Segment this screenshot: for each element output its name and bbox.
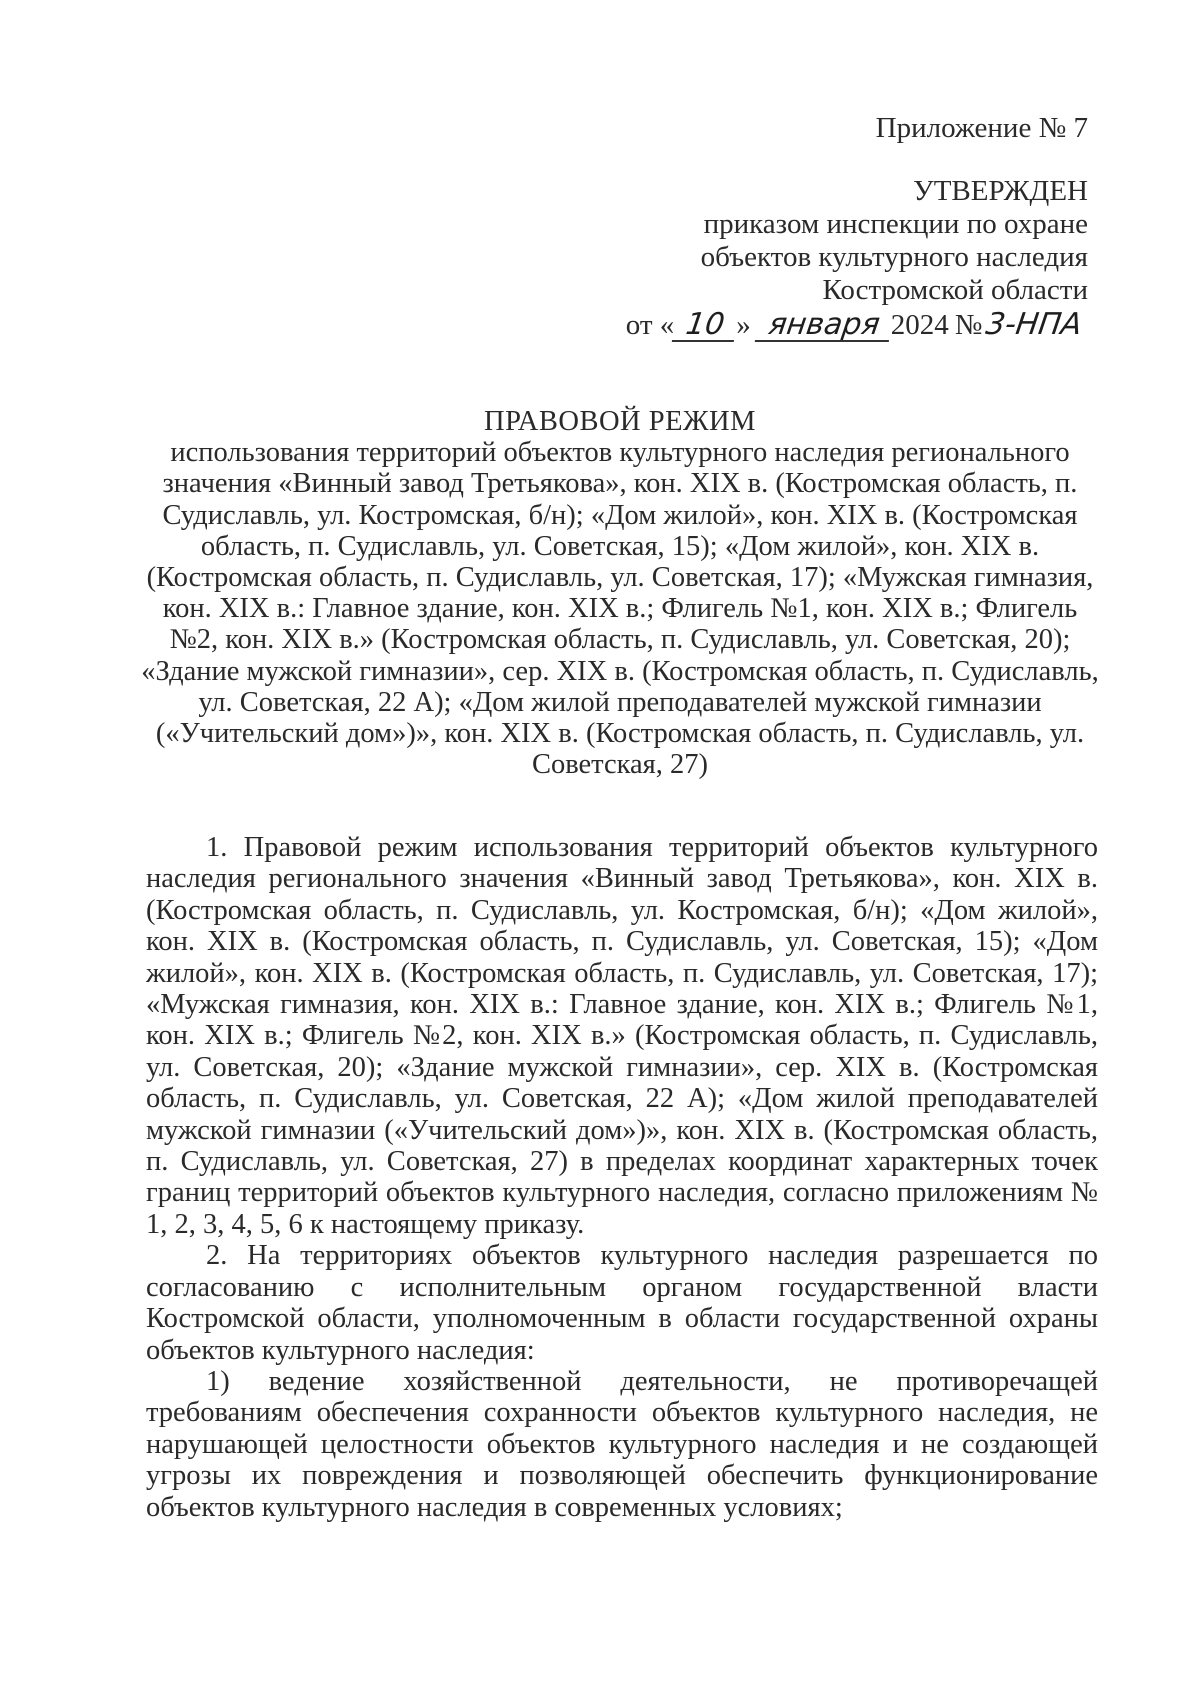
title-heading: ПРАВОВОЙ РЕЖИМ — [484, 406, 756, 437]
date-year: 2024 — [890, 309, 949, 341]
number-prefix: № — [954, 309, 983, 341]
date-prefix: от « — [625, 309, 675, 341]
title-subheading: использования территорий объектов культурного наследия регионального значения «Винный завод Третьякова», кон. XIX в. (Костромская область, п. Судиславль, ул. Костромская, б/н); «Дом жилой», кон. XIX в. (Костромская область, п. Судиславль, ул. Советская, 15); «Дом жилой», кон. XIX в. (Костромская область, п. Судиславль, ул. Советская, 17); «Мужская гимназия, кон. XIX в.: Главное здание, кон. XIX в.; Флигель №1, кон. XIX в.; Флигель №2, кон. XIX в.» (Костромская область, п. Судиславль, ул. Советская, 20); «Здание мужской гимназии», сер. XIX в. (Костромская область, п. Судиславль, ул. Советская, 22 А); «Дом жилой преподавателей мужской гимназии («Учительский дом»)», кон. XIX в. (Костромская область, п. Судиславль, ул. Советская, 27) — [141, 437, 1099, 781]
approved-label: УТВЕРЖДЕН — [913, 175, 1088, 207]
handwritten-number: 3-НПА — [984, 307, 1085, 342]
handwritten-day: 10 — [672, 310, 738, 342]
paragraph-2: 2. На территориях объектов культурного наследия разрешается по согласованию с исполнительным органом государственной власти Костромской области, уполномоченным в области государственной охраны объектов культурного наследия: — [146, 1240, 1098, 1366]
handwritten-month: января — [755, 310, 893, 342]
date-mid: » — [736, 309, 751, 341]
approval-stamp-block — [626, 112, 1088, 342]
document-title — [140, 406, 1100, 780]
paragraph-1: 1. Правовой режим использования территорий объектов культурного наследия регионального значения «Винный завод Третьякова», кон. XIX в. (Костромская область, п. Судиславль, ул. Костромская, б/н); «Дом жилой», кон. XIX в. (Костромская область, п. Судиславль, ул. Советская, 15); «Дом жилой», кон. XIX в. (Костромская область, п. Судиславль, ул. Советская, 17); «Мужская гимназия, кон. XIX в.: Главное здание, кон. XIX в.; Флигель №1, кон. XIX в.; Флигель №2, кон. XIX в.» (Костромская область, п. Судиславль, ул. Советская, 20); «Здание мужской гимназии», сер. XIX в. (Костромская область, п. Судиславль, ул. Советская, 22 А); «Дом жилой преподавателей мужской гимназии («Учительский дом»)», кон. XIX в. (Костромская область, п. Судиславль, ул. Советская, 27) в пределах координат характерных точек границ территорий объектов культурного наследия, согласно приложениям № 1, 2, 3, 4, 5, 6 к настоящему приказу. — [146, 832, 1098, 1240]
approval-date-line — [626, 309, 1088, 342]
appendix-label: Приложение № 7 — [875, 112, 1088, 144]
paragraph-3: 1) ведение хозяйственной деятельности, не противоречащей требованиям обеспечения сохранности объектов культурного наследия, не нарушающей целостности объектов культурного наследия и не создающей угрозы их повреждения и позволяющей обеспечить функционирование объектов культурного наследия в современных условиях; — [146, 1365, 1098, 1523]
approval-line-1: приказом инспекции по охране — [703, 208, 1088, 240]
approval-line-3: Костромской области — [822, 274, 1088, 306]
document-body — [146, 832, 1098, 1523]
approval-line-2: объектов культурного наследия — [700, 241, 1088, 273]
